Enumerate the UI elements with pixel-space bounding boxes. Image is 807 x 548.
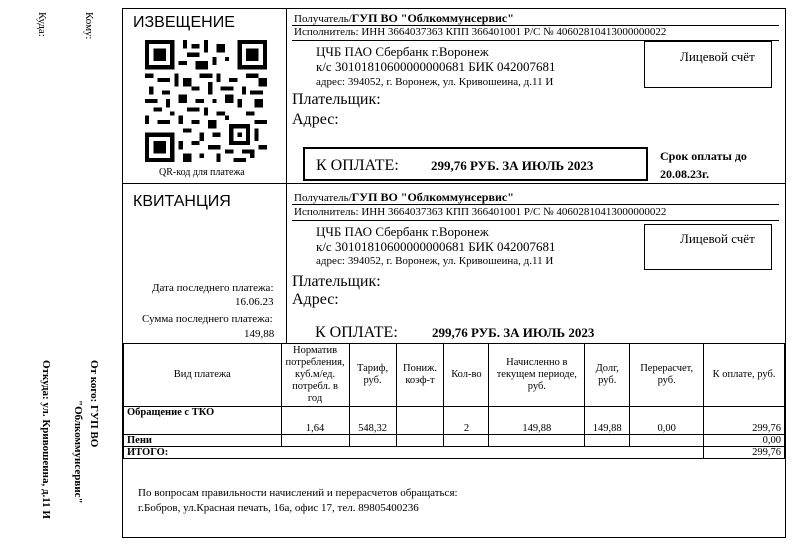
row-due: 299,76 [704, 407, 785, 435]
row-tariff [349, 435, 396, 447]
receipt-recipient-label: Получатель/ [294, 192, 352, 204]
from-line2: "Облкоммунсервис" [72, 400, 84, 504]
row-due: 0,00 [704, 435, 785, 447]
receipt-to-pay-label: К ОПЛАТЕ: [315, 324, 398, 341]
header-coef: Пониж. коэф-т [396, 344, 444, 407]
notice-to-pay-box [303, 147, 648, 181]
header-tariff: Тариф, руб. [349, 344, 396, 407]
last-payment-sum-label: Сумма последнего платежа: [142, 313, 273, 325]
notice-bank: ЦЧБ ПАО Сбербанк г.Воронеж [316, 44, 489, 59]
row-tariff: 548,32 [349, 407, 396, 435]
notice-address: адрес: 394052, г. Воронеж, ул. Кривошеина, д.11 И [316, 76, 554, 88]
table-total-row [124, 447, 785, 459]
last-payment-sum: 149,88 [244, 328, 275, 340]
receipt-address: адрес: 394052, г. Воронеж, ул. Кривошеина, д.11 И [316, 255, 554, 267]
receipt-payer-label: Плательщик: [292, 273, 381, 290]
receipt-to-pay-value: 299,76 РУБ. ЗА ИЮЛЬ 2023 [432, 325, 595, 340]
notice-personal-account-label: Лицевой счёт [680, 49, 755, 64]
last-payment-date: 16.06.23 [235, 296, 274, 308]
header-accrued: Начисленно в текущем периоде, руб. [489, 344, 585, 407]
receipt-executor: Исполнитель: ИНН 3664037363 КПП 366401001 Р/С № 40602810413000000022 [294, 206, 667, 218]
to-label: Кому: [83, 12, 95, 40]
row-coef [396, 435, 444, 447]
receipt-bank: ЦЧБ ПАО Сбербанк г.Воронеж [316, 224, 489, 239]
receipt-personal-account-label: Лицевой счёт [680, 231, 755, 246]
notice-to-pay-label: К ОПЛАТЕ: [316, 157, 399, 174]
receipt-recipient-name: ГУП ВО "Облкоммунсервис" [351, 190, 514, 204]
notice-personal-account-box [644, 41, 772, 88]
row-recalc: 0,00 [630, 407, 704, 435]
row-qty: 2 [444, 407, 489, 435]
notice-account-line: к/с 30101810600000000681 БИК 042007681 [316, 59, 556, 74]
notice-receipt-divider [122, 183, 786, 184]
last-payment-date-label: Дата последнего платежа: [152, 282, 274, 294]
row-qty [444, 435, 489, 447]
row-type: Пени [124, 435, 282, 447]
total-value: 299,76 [704, 447, 785, 459]
receipt-title: КВИТАНЦИЯ [133, 193, 231, 210]
receipt-personal-account-box [644, 224, 772, 270]
footer-line2: г.Бобров, ул.Красная печать, 16а, офис 17, тел. 89805400236 [138, 502, 419, 514]
total-label: ИТОГО: [124, 447, 704, 459]
from-where: Откуда: ул. Кривошеина, д.11 И [40, 360, 52, 519]
table-row [124, 407, 785, 435]
header-qty: Кол-во [444, 344, 489, 407]
table-row [124, 435, 785, 447]
header-recalc: Перерасчет, руб. [630, 344, 704, 407]
receipt-address-label: Адрес: [292, 291, 339, 308]
qr-label: QR-код для платежа [159, 167, 245, 178]
notice-to-pay-value: 299,76 РУБ. ЗА ИЮЛЬ 2023 [431, 158, 594, 173]
row-accrued [489, 435, 585, 447]
row-norm: 1,64 [281, 407, 349, 435]
notice-executor: Исполнитель: ИНН 3664037363 КПП 366401001 Р/С № 40602810413000000022 [294, 26, 667, 38]
where-label: Куда: [36, 12, 48, 37]
footer-line1: По вопросам правильности начислений и перерасчетов обращаться: [138, 487, 458, 499]
payment-table [123, 343, 785, 459]
notice-recipient-label: Получатель/ [294, 13, 352, 25]
notice-address-label: Адрес: [292, 111, 339, 128]
header-debt: Долг, руб. [585, 344, 630, 407]
row-recalc [630, 435, 704, 447]
notice-payer-label: Плательщик: [292, 91, 381, 108]
row-debt [585, 435, 630, 447]
header-type: Вид платежа [124, 344, 282, 407]
from-line1: От кого: ГУП ВО [88, 360, 100, 448]
notice-due-date: 20.08.23г. [660, 167, 710, 181]
header-due: К оплате, руб. [704, 344, 785, 407]
left-column-divider [286, 8, 287, 343]
notice-recipient [294, 11, 514, 26]
row-type: Обращение с ТКО [124, 407, 282, 435]
notice-recipient-name: ГУП ВО "Облкоммунсервис" [351, 11, 514, 25]
notice-title: ИЗВЕЩЕНИЕ [133, 14, 235, 31]
row-debt: 149,88 [585, 407, 630, 435]
row-norm [281, 435, 349, 447]
row-accrued: 149,88 [489, 407, 585, 435]
underline [292, 204, 779, 205]
receipt-recipient [294, 190, 514, 205]
receipt-account-line: к/с 30101810600000000681 БИК 042007681 [316, 239, 556, 254]
table-header-row [124, 344, 785, 407]
header-norm: Норматив потребления, куб.м/ед. потребл. в год [281, 344, 349, 407]
qr-code-icon [145, 40, 267, 162]
row-coef [396, 407, 444, 435]
underline [292, 220, 779, 221]
notice-due-label: Срок оплаты до [660, 149, 747, 163]
